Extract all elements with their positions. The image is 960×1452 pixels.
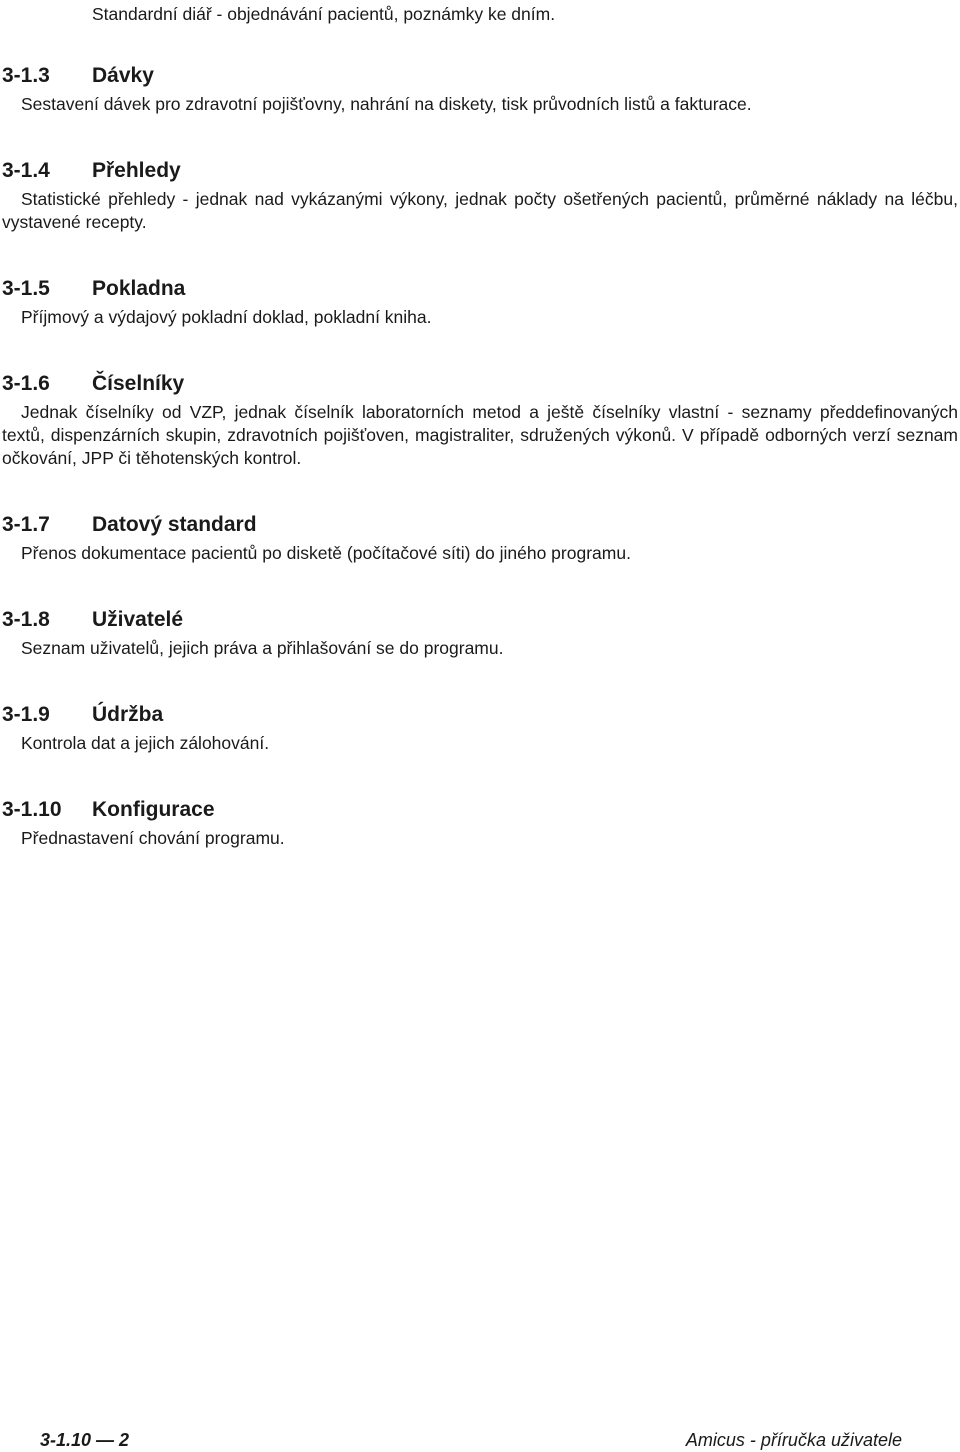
section-number: 3-1.9 — [2, 703, 50, 726]
section-number: 3-1.4 — [2, 159, 50, 182]
section-datovy-standard — [0, 511, 960, 565]
section-text: Kontrola dat a jejich zálohování. — [21, 733, 270, 753]
section-text: Příjmový a výdajový pokladní doklad, pokladní kniha. — [21, 307, 432, 327]
section-text: Přenos dokumentace pacientů po disketě (počítačové síti) do jiného programu. — [21, 543, 631, 563]
section-number: 3-1.5 — [2, 277, 50, 300]
section-heading — [0, 701, 960, 729]
section-text: Seznam uživatelů, jejich práva a přihlašování se do programu. — [21, 638, 504, 658]
section-number: 3-1.8 — [2, 608, 50, 631]
section-udrzba — [0, 701, 960, 755]
section-text: Statistické přehledy - jednak nad vykázanými výkony, jednak počty ošetřených pacientů, průměrné náklady na léčbu, vystavené recepty. — [2, 189, 958, 232]
footer-page-number: 3-1.10 — 2 — [40, 1430, 130, 1450]
section-title: Dávky — [92, 64, 154, 87]
section-pokladna — [0, 275, 960, 329]
section-davky — [0, 62, 960, 116]
section-text: Jednak číselníky od VZP, jednak číselník laboratorních metod a ještě číselníky vlastní - seznamy předdefinovaných textů, dispenzárních skupin, zdravotních pojišťoven, magistraliter, sdružených výkonů. V případě odborných verzí seznam očkování, JPP či těhotenských kontrol. — [2, 402, 958, 468]
section-heading — [0, 157, 960, 185]
section-heading — [0, 370, 960, 398]
section-number: 3-1.6 — [2, 372, 50, 395]
section-title: Uživatelé — [92, 608, 184, 631]
footer-book-title: Amicus - příručka uživatele — [685, 1430, 902, 1450]
section-text: Přednastavení chování programu. — [21, 828, 285, 848]
section-prehledy — [0, 157, 960, 234]
section-title: Datový standard — [92, 513, 257, 536]
section-ciselniky — [0, 370, 960, 470]
section-title: Číselníky — [92, 372, 185, 395]
section-uzivatele — [0, 606, 960, 660]
section-title: Přehledy — [92, 159, 181, 182]
section-heading — [0, 606, 960, 634]
section-heading — [0, 511, 960, 539]
section-konfigurace — [0, 796, 960, 850]
section-heading — [0, 796, 960, 824]
section-title: Pokladna — [92, 277, 186, 300]
section-text: Sestavení dávek pro zdravotní pojišťovny, nahrání na diskety, tisk průvodních listů a fakturace. — [21, 94, 752, 114]
section-number: 3-1.10 — [2, 798, 62, 821]
intro-text: Standardní diář - objednávání pacientů, poznámky ke dním. — [92, 4, 556, 24]
section-heading — [0, 275, 960, 303]
section-title: Konfigurace — [92, 798, 215, 821]
section-number: 3-1.3 — [2, 64, 50, 87]
section-title: Údržba — [92, 703, 164, 726]
section-number: 3-1.7 — [2, 513, 50, 536]
section-heading — [0, 62, 960, 90]
